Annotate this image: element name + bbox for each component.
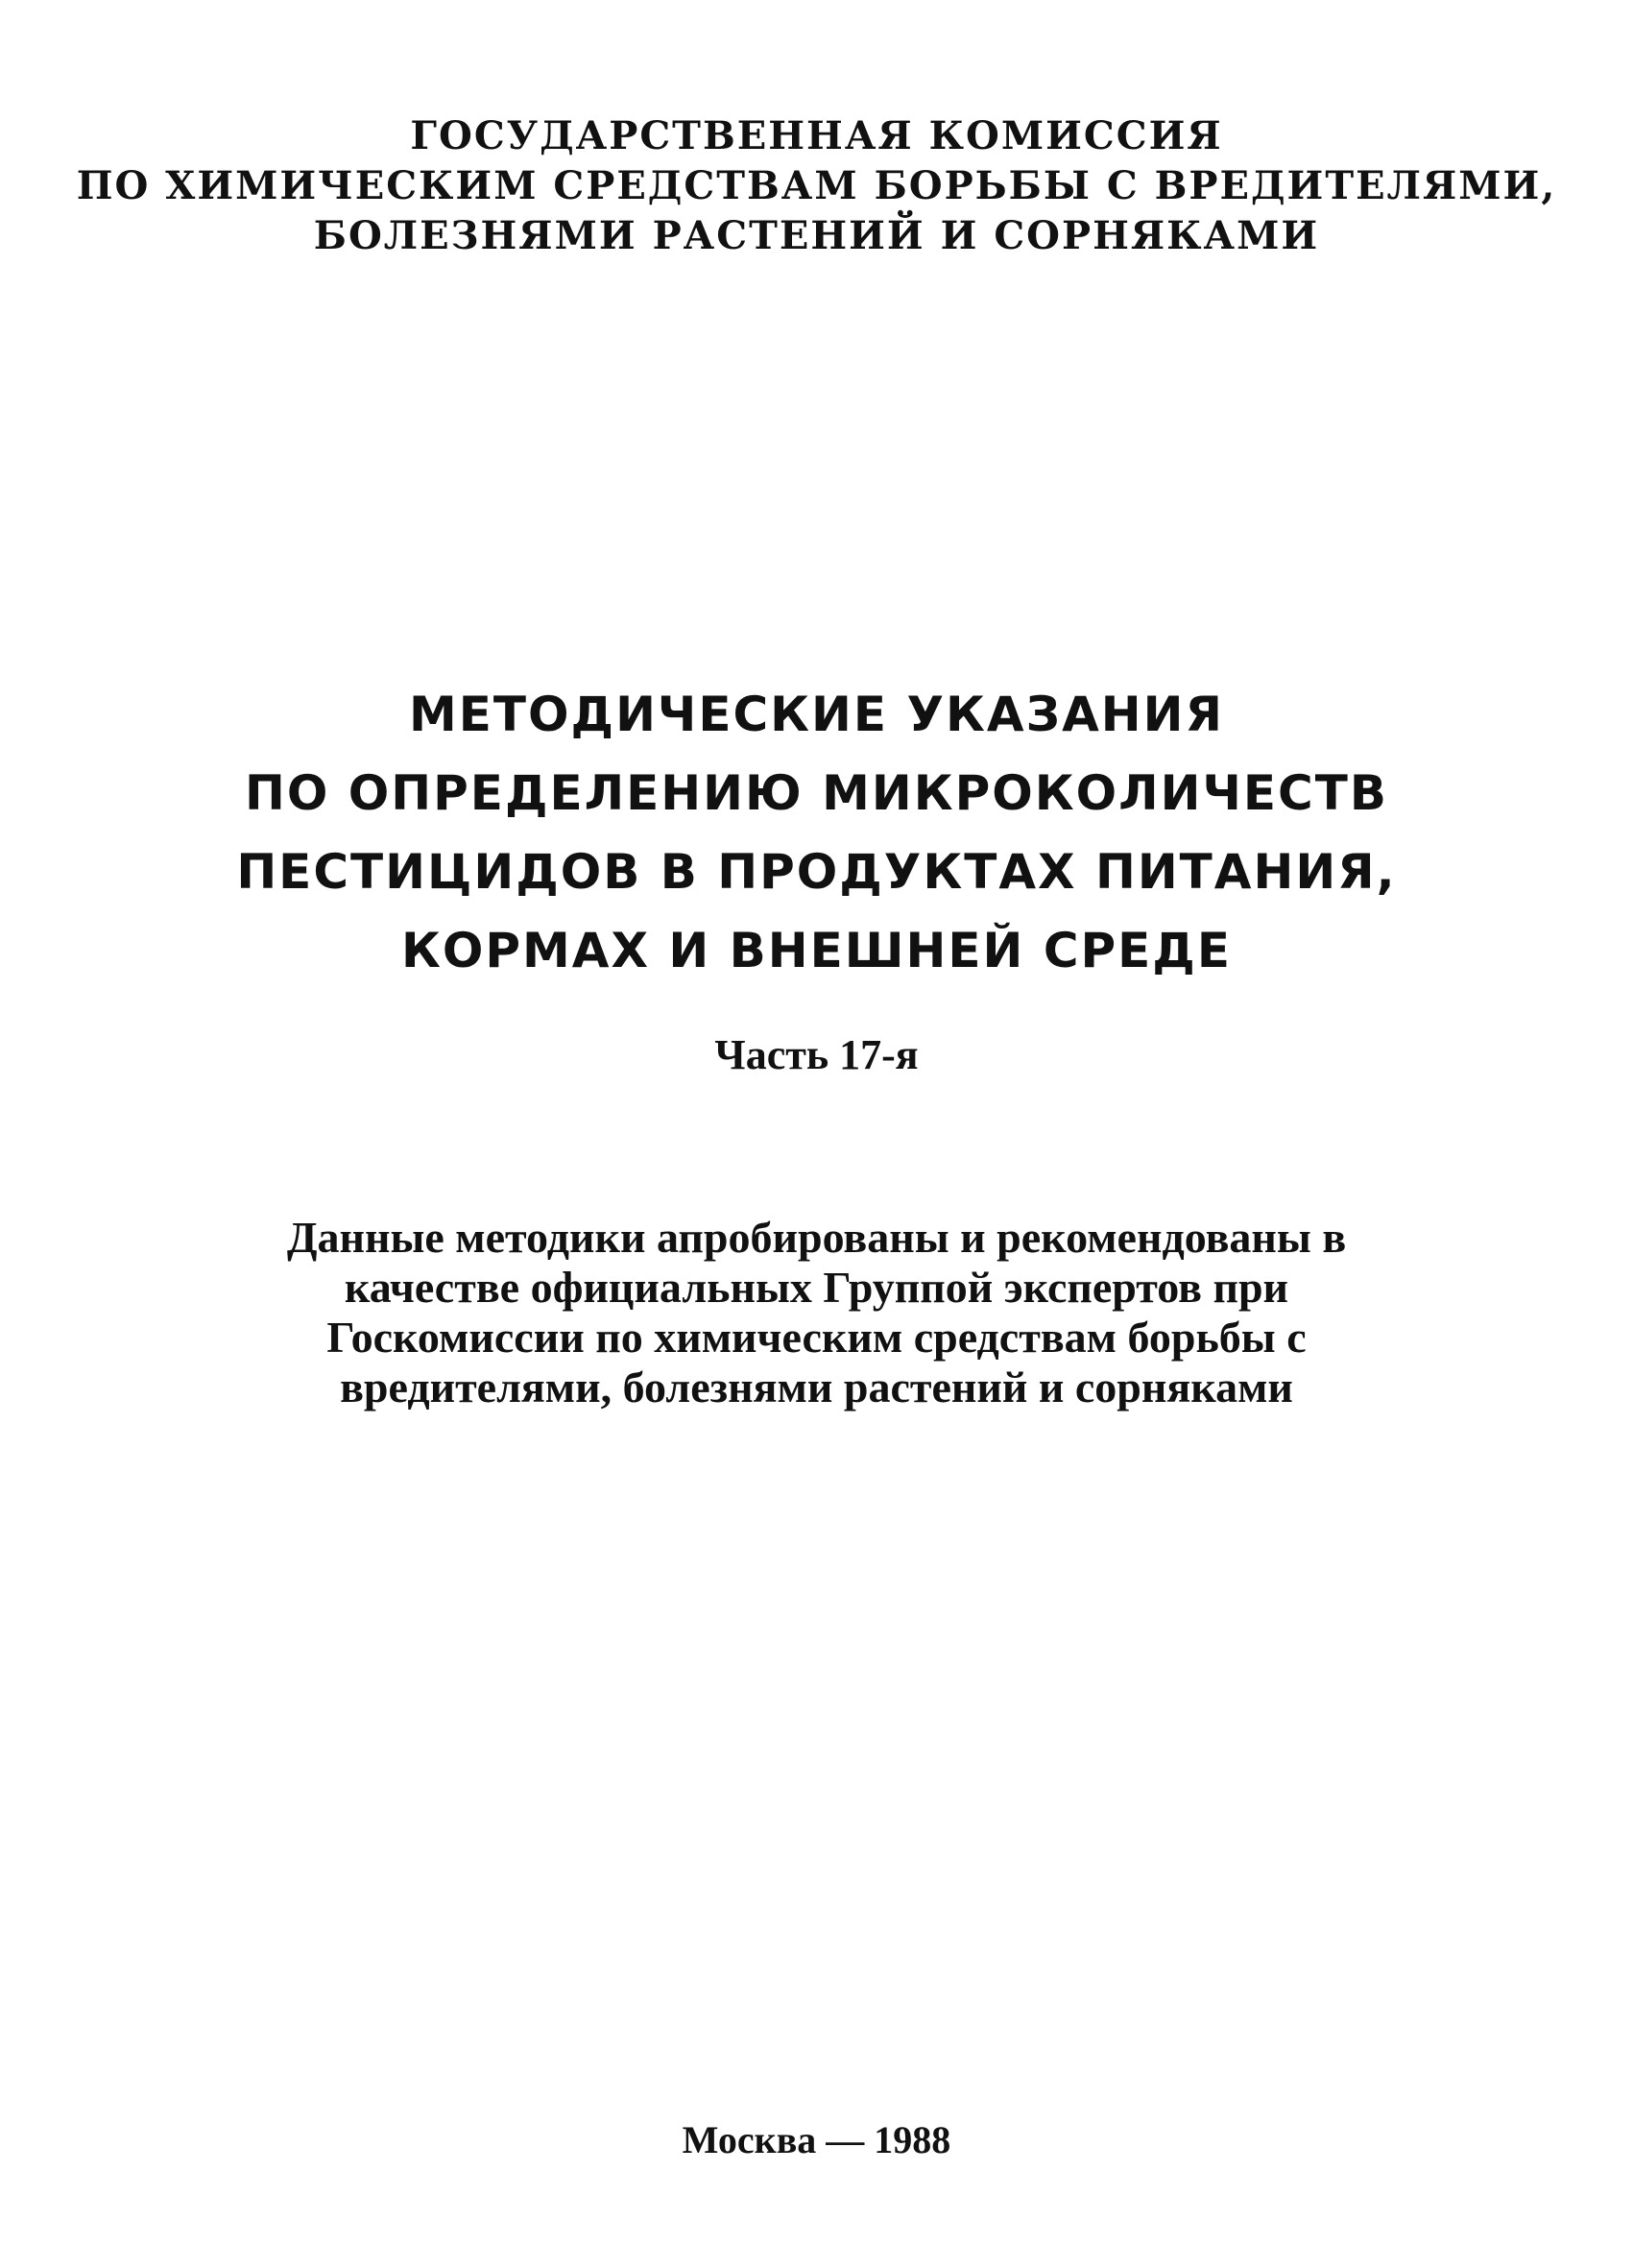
header-line-2: ПО ХИМИЧЕСКИМ СРЕДСТВАМ БОРЬБЫ С ВРЕДИТЕЛЯМИ, xyxy=(76,163,1557,208)
note-line-3: Госкомиссии по химическим средствам борьбы с xyxy=(326,1313,1307,1362)
header-line-3: БОЛЕЗНЯМИ РАСТЕНИЙ И СОРНЯКАМИ xyxy=(313,213,1320,258)
part-number: Часть 17-я xyxy=(714,1031,919,1078)
title-line-3: ПЕСТИЦИДОВ В ПРОДУКТАХ ПИТАНИЯ, xyxy=(236,844,1397,900)
header-line-1: ГОСУДАРСТВЕННАЯ КОМИССИЯ xyxy=(410,113,1223,158)
title-line-4: КОРМАХ И ВНЕШНЕЙ СРЕДЕ xyxy=(401,923,1232,978)
publication-place-year: Москва — 1988 xyxy=(682,2118,951,2161)
note-line-4: вредителями, болезнями растений и сорняками xyxy=(340,1363,1293,1411)
title-line-2: ПО ОПРЕДЕЛЕНИЮ МИКРОКОЛИЧЕСТВ xyxy=(245,765,1388,821)
note-line-1: Данные методики апробированы и рекомендованы в xyxy=(286,1213,1347,1262)
title-line-1: МЕТОДИЧЕСКИЕ УКАЗАНИЯ xyxy=(409,687,1224,742)
note-line-2: качестве официальных Группой экспертов при xyxy=(344,1263,1289,1312)
